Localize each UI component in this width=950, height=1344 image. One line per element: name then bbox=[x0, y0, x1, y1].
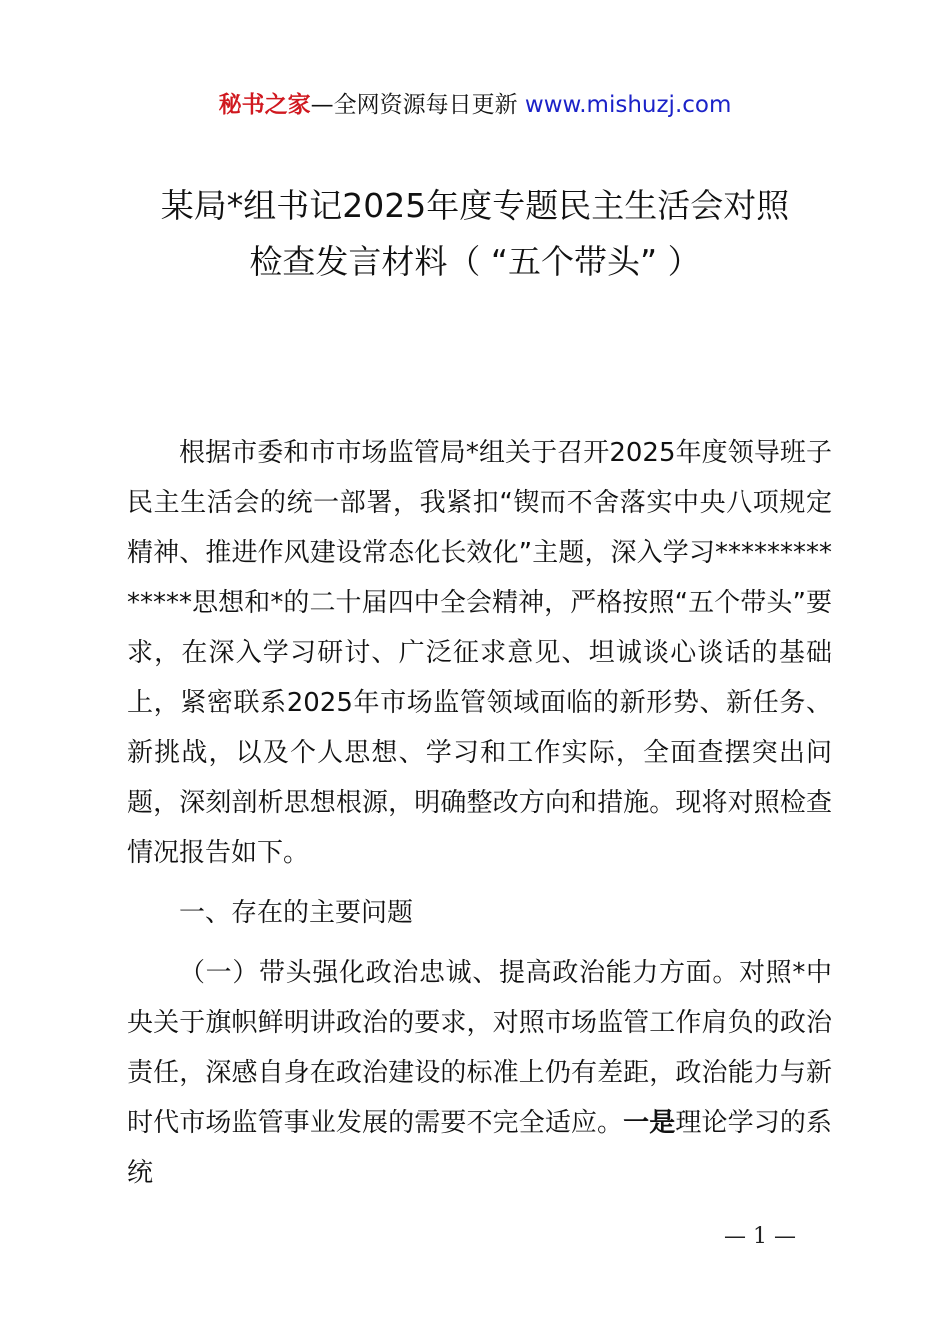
subsection-text: （一）带头强化政治忠诚、提高政治能力方面。对照*中央关于旗帜鲜明讲政治的要求，对照市场监管工作肩负的政治责任，深感自身在政治建设的标准上仍有差距，政治能力与新时代市场监管事业发展的需要不完全适应。 bbox=[127, 958, 832, 1138]
subsection-tail: 理论学习的系统 bbox=[127, 1108, 832, 1188]
intro-paragraph: 根据市委和市市场监管局*组关于召开2025年度领导班子民主生活会的统一部署，我紧扣“锲而不舍落实中央八项规定精神、推进作风建设常态化长效化”主题，深入学习**************思想和*的二十届四中全会精神，严格按照“五个带头”要求，在深入学习研讨、广泛征求意见、坦诚谈心谈话的基础上，紧密联系2025年市场监管领域面临的新形势、新任务、新挑战，以及个人思想、学习和工作实际，全面查摆突出问题，深刻剖析思想根源，明确整改方向和措施。现将对照检查情况报告如下。 bbox=[127, 438, 832, 868]
banner-tagline: —全网资源每日更新 bbox=[310, 92, 525, 118]
subsection-paragraph bbox=[127, 948, 832, 1198]
document-body bbox=[127, 428, 832, 1198]
brand-name: 秘书之家 bbox=[218, 92, 311, 118]
site-banner bbox=[0, 88, 950, 122]
title-line-2: 检查发言材料（ “五个带头” ） bbox=[249, 242, 701, 281]
title-line-1: 某局*组书记2025年度专题民主生活会对照 bbox=[160, 186, 790, 225]
section-heading: 一、存在的主要问题 bbox=[179, 898, 414, 928]
document-title bbox=[60, 178, 890, 290]
site-url-link[interactable]: www.mishuzj.com bbox=[524, 92, 732, 118]
point-label: 一是 bbox=[623, 1108, 676, 1138]
page-number: — 1 — bbox=[724, 1224, 796, 1249]
